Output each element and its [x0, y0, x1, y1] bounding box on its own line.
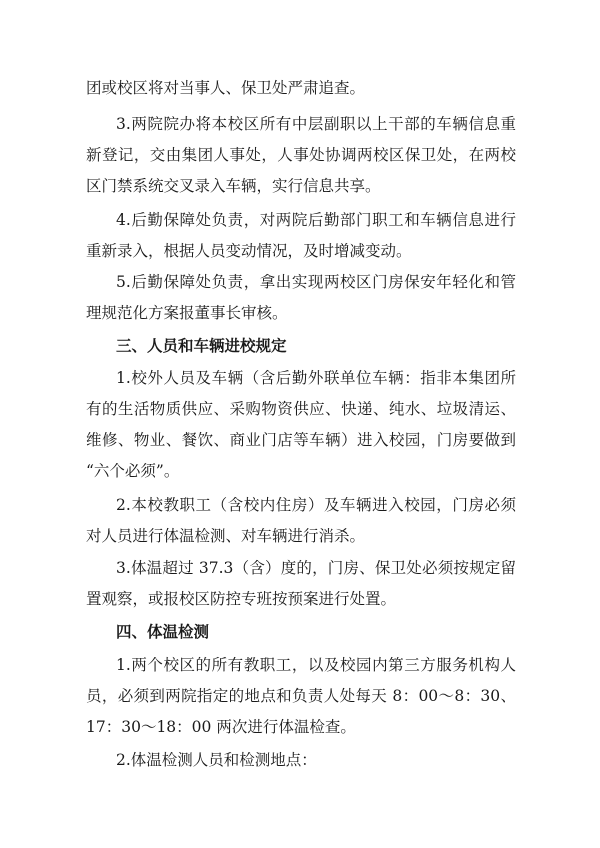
paragraph-line: 维修、物业、餐饮、商业门店等车辆）进入校园，门房要做到	[86, 431, 516, 449]
paragraph-line: 团或校区将对当事人、保卫处严肃追查。	[86, 79, 366, 97]
paragraph-line: 对人员进行体温检测、对车辆进行消杀。	[86, 527, 366, 545]
paragraph-line: 17：30～18：00 两次进行体温检查。	[86, 718, 356, 736]
paragraph-line: 5.后勤保障处负责，拿出实现两校区门房保安年轻化和管	[116, 273, 516, 291]
paragraph-line: 理规范化方案报董事长审核。	[86, 304, 288, 322]
paragraph-line: 2.本校教职工（含校内住房）及车辆进入校园，门房必须	[116, 496, 516, 514]
paragraph-line: 新登记，交由集团人事处，人事处协调两校区保卫处，在两校	[86, 146, 516, 164]
paragraph-line: 区门禁系统交叉录入车辆，实行信息共享。	[86, 177, 381, 195]
paragraph-line: “六个必须”。	[86, 462, 180, 480]
paragraph-line: 1.校外人员及车辆（含后勤外联单位车辆：指非本集团所	[116, 369, 516, 387]
paragraph-line: 4.后勤保障处负责，对两院后勤部门职工和车辆信息进行	[116, 211, 516, 229]
paragraph-line: 1.两个校区的所有教职工，以及校园内第三方服务机构人	[116, 656, 516, 674]
paragraph-line: 有的生活物质供应、采购物资供应、快递、纯水、垃圾清运、	[86, 400, 516, 418]
paragraph-line: 重新录入，根据人员变动情况，及时增减变动。	[86, 242, 412, 260]
paragraph-line: 3.体温超过 37.3（含）度的，门房、保卫处必须按规定留	[116, 559, 516, 577]
paragraph-line: 3.两院院办将本校区所有中层副职以上干部的车辆信息重	[116, 115, 516, 133]
paragraph-line: 员，必须到两院指定的地点和负责人处每天 8：00～8：30、	[86, 687, 516, 705]
section-heading: 三、人员和车辆进校规定	[116, 337, 287, 355]
paragraph-line: 2.体温检测人员和检测地点：	[116, 751, 317, 769]
section-heading: 四、体温检测	[116, 623, 210, 641]
paragraph-line: 置观察，或报校区防控专班按预案进行处置。	[86, 590, 397, 608]
